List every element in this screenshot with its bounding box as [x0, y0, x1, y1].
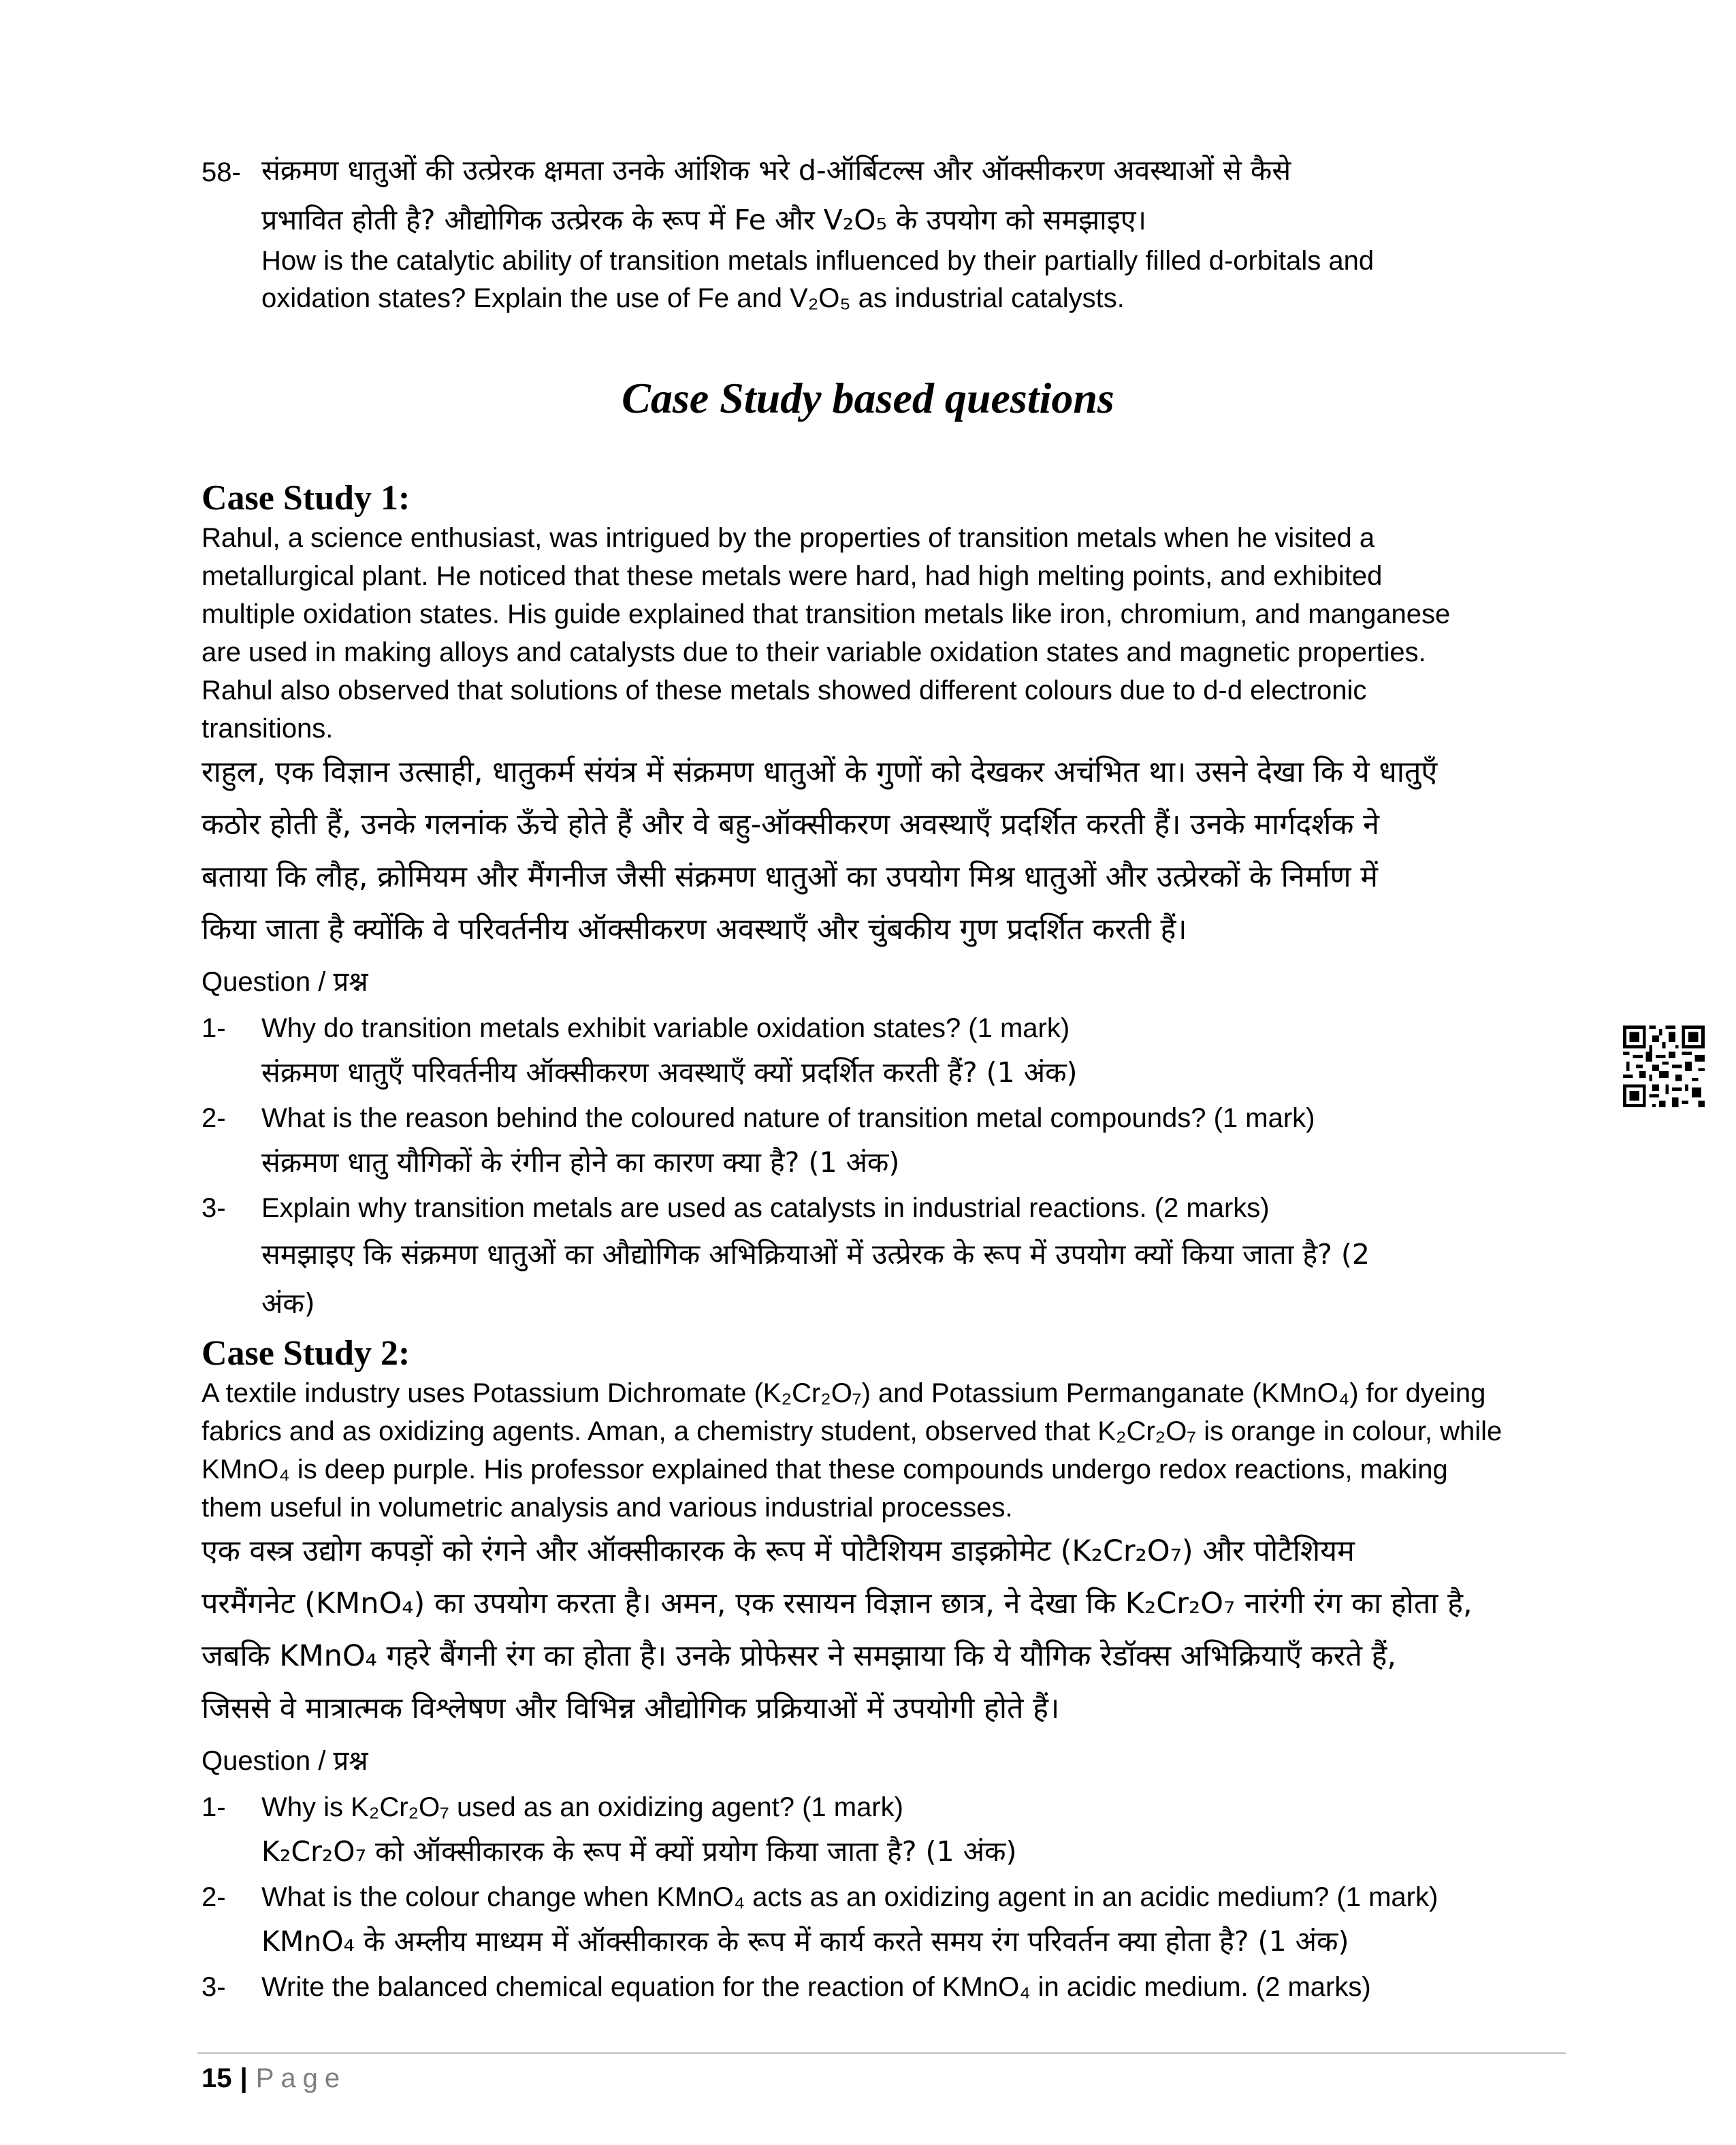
- paragraph-line: जबकि KMnO₄ गहरे बैंगनी रंग का होता है। उनके प्रोफेसर ने समझाया कि ये यौगिक रेडॉक्स अभिक्रियाएँ करते हैं,: [202, 1639, 1396, 1673]
- question-number: 2-: [202, 1882, 226, 1912]
- question-number: 58-: [202, 157, 241, 187]
- case-study-1-question-2: [202, 1096, 1563, 1185]
- question-hindi-line-2: प्रभावित होती है? औद्योगिक उत्प्रेरक के रूप में Fe और V₂O₅ के उपयोग को समझाइए।: [261, 204, 1147, 236]
- question-hindi-continued: अंक): [261, 1287, 315, 1320]
- question-hindi: संक्रमण धातु यौगिकों के रंगीन होने का कारण क्या है? (1 अंक): [261, 1146, 900, 1179]
- page-footer: [202, 2058, 347, 2099]
- section-title: Case Study based questions: [622, 374, 1114, 422]
- paragraph-line: Rahul, a science enthusiast, was intrigued by the properties of transition metals when he visited a: [202, 523, 1375, 553]
- page-number: 15: [202, 2063, 232, 2093]
- case-study-1-question-1: [202, 1006, 1563, 1095]
- case-study-2-question-2: [202, 1875, 1563, 1964]
- case-study-1-question-3: [202, 1186, 1563, 1328]
- question-english: What is the reason behind the coloured nature of transition metal compounds? (1 mark): [261, 1103, 1315, 1133]
- paragraph-line: are used in making alloys and catalysts due to their variable oxidation states and magnetic properties.: [202, 637, 1426, 667]
- paragraph-line: कठोर होती हैं, उनके गलनांक ऊँचे होते हैं और वे बहु-ऑक्सीकरण अवस्थाएँ प्रदर्शित करती हैं। उनके मार्गदर्शक ने: [202, 808, 1379, 842]
- question-english: Explain why transition metals are used as catalysts in industrial reactions. (2 marks): [261, 1193, 1270, 1223]
- paragraph-line: multiple oxidation states. His guide explained that transition metals like iron, chromium, and manganese: [202, 599, 1451, 629]
- qr-code-icon: [1623, 1026, 1705, 1107]
- question-english: Why do transition metals exhibit variable oxidation states? (1 mark): [261, 1013, 1070, 1043]
- paragraph-line: परमैंगनेट (KMnO₄) का उपयोग करता है। अमन, एक रसायन विज्ञान छात्र, ने देखा कि K₂Cr₂O₇ नारंगी रंग का होता है,: [202, 1587, 1473, 1621]
- question-hindi: समझाइए कि संक्रमण धातुओं का औद्योगिक अभिक्रियाओं में उत्प्रेरक के रूप में उपयोग क्यों किया जाता है? (2: [261, 1238, 1370, 1271]
- question-english: What is the colour change when KMnO₄ acts as an oxidizing agent in an acidic medium? (1 mark): [261, 1882, 1438, 1912]
- question-58: [202, 143, 1509, 317]
- footer-divider: [197, 2052, 1566, 2054]
- question-english: Write the balanced chemical equation for the reaction of KMnO₄ in acidic medium. (2 marks): [261, 1972, 1371, 2002]
- paragraph-line: fabrics and as oxidizing agents. Aman, a chemistry student, observed that K₂Cr₂O₇ is orange in colour, while: [202, 1416, 1502, 1446]
- case-study-1-hindi-paragraph: [202, 746, 1559, 956]
- paragraph-line: जिससे वे मात्रात्मक विश्लेषण और विभिन्न औद्योगिक प्रक्रियाओं में उपयोगी होते हैं।: [202, 1691, 1060, 1726]
- case-study-2-question-header: Question / प्रश्न: [202, 1746, 368, 1776]
- question-hindi: KMnO₄ के अम्लीय माध्यम में ऑक्सीकारक के रूप में कार्य करते समय रंग परिवर्तन क्या होता है? (1 अंक): [261, 1925, 1349, 1958]
- question-hindi: K₂Cr₂O₇ को ऑक्सीकारक के रूप में क्यों प्रयोग किया जाता है? (1 अंक): [261, 1835, 1017, 1868]
- paragraph-line: A textile industry uses Potassium Dichromate (K₂Cr₂O₇) and Potassium Permanganate (KMnO₄) for dyeing: [202, 1378, 1486, 1408]
- page-label: Page: [255, 2063, 347, 2093]
- case-study-1-question-header: Question / प्रश्न: [202, 967, 368, 997]
- question-number: 2-: [202, 1103, 226, 1133]
- question-english: Why is K₂Cr₂O₇ used as an oxidizing agent? (1 mark): [261, 1792, 903, 1822]
- paragraph-line: metallurgical plant. He noticed that these metals were hard, had high melting points, and exhibited: [202, 561, 1383, 591]
- case-study-1-heading: Case Study 1:: [202, 479, 411, 518]
- case-study-2-hindi-paragraph: [202, 1525, 1559, 1735]
- case-study-2-english-paragraph: [202, 1374, 1559, 1527]
- footer-separator: |: [240, 2063, 248, 2093]
- case-study-2-question-1: [202, 1785, 1563, 1874]
- case-study-2-question-3: [202, 1965, 1563, 2009]
- case-study-1-english-paragraph: [202, 519, 1559, 748]
- case-study-2-heading: Case Study 2:: [202, 1334, 411, 1373]
- paragraph-line: them useful in volumetric analysis and various industrial processes.: [202, 1493, 1013, 1523]
- paragraph-line: Rahul also observed that solutions of these metals showed different colours due to d-d electronic: [202, 676, 1367, 705]
- paragraph-line: किया जाता है क्योंकि वे परिवर्तनीय ऑक्सीकरण अवस्थाएँ और चुंबकीय गुण प्रदर्शित करती हैं।: [202, 912, 1187, 947]
- paragraph-line: बताया कि लौह, क्रोमियम और मैंगनीज जैसी संक्रमण धातुओं का उपयोग मिश्र धातुओं और उत्प्रेरकों के निर्माण में: [202, 860, 1378, 894]
- question-number: 3-: [202, 1972, 226, 2002]
- paragraph-line: एक वस्त्र उद्योग कपड़ों को रंगने और ऑक्सीकारक के रूप में पोटैशियम डाइक्रोमेट (K₂Cr₂O₇) और पोटैशियम: [202, 1534, 1355, 1568]
- question-english-line-1: How is the catalytic ability of transition metals influenced by their partially filled d-orbitals and: [261, 246, 1375, 276]
- question-number: 1-: [202, 1013, 226, 1043]
- paragraph-line: KMnO₄ is deep purple. His professor explained that these compounds undergo redox reactions, making: [202, 1455, 1448, 1484]
- paragraph-line: transitions.: [202, 714, 334, 744]
- paragraph-line: राहुल, एक विज्ञान उत्साही, धातुकर्म संयंत्र में संक्रमण धातुओं के गुणों को देखकर अचंभित था। उसने देखा कि ये धातुएँ: [202, 755, 1438, 789]
- question-english-line-2: oxidation states? Explain the use of Fe and V₂O₅ as industrial catalysts.: [261, 283, 1125, 313]
- question-hindi: संक्रमण धातुएँ परिवर्तनीय ऑक्सीकरण अवस्थाएँ क्यों प्रदर्शित करती हैं? (1 अंक): [261, 1056, 1078, 1089]
- question-hindi-line-1: संक्रमण धातुओं की उत्प्रेरक क्षमता उनके आंशिक भरे d-ऑर्बिटल्स और ऑक्सीकरण अवस्थाओं से कैसे: [261, 154, 1291, 187]
- question-number: 3-: [202, 1193, 226, 1223]
- question-number: 1-: [202, 1792, 226, 1822]
